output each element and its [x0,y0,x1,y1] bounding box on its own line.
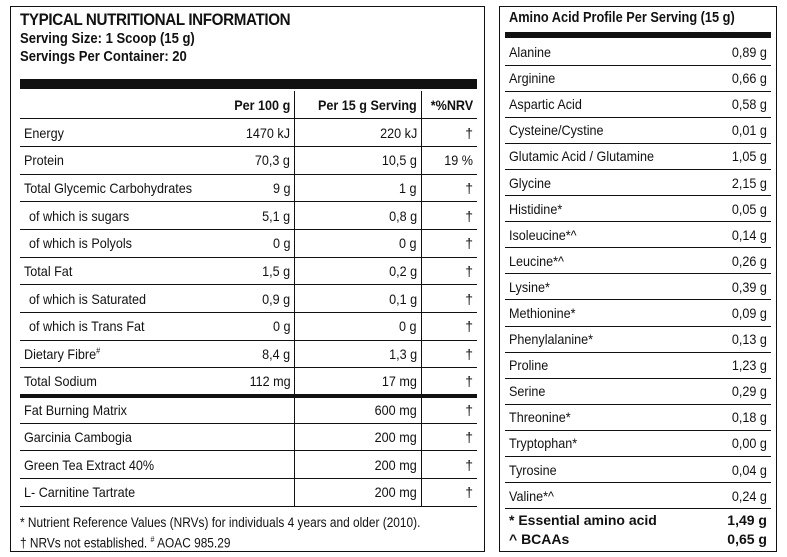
value-nrv: † [421,285,477,313]
amino-acid-name: Threonine* [505,404,713,430]
table-row [20,313,477,341]
column-header-per-serving: Per 15 g Serving [295,91,421,119]
value-per-serving: 200 mg [295,479,421,507]
amino-acid-name: Valine*^ [505,483,713,509]
footnote-marker: # [96,346,101,356]
amino-acid-value: 0,89 g [713,39,771,65]
servings-per-container: Servings Per Container: 20 [20,49,187,65]
table-row [505,65,771,91]
table-row [20,229,477,257]
table-row [505,117,771,143]
amino-acid-value: 0,09 g [713,300,771,326]
table-row [505,352,771,378]
nutrient-name: Energy [20,119,215,147]
table-row [20,174,477,202]
table-row [20,423,477,451]
bcaa-value: 0,65 g [727,531,767,547]
value-per-100g: 0,9 g [215,285,295,313]
amino-acid-value: 0,04 g [713,457,771,483]
table-row [505,326,771,352]
value-nrv: † [421,451,477,479]
amino-acid-value: 1,05 g [713,143,771,169]
table-row [505,378,771,404]
table-row [20,119,477,147]
table-row [505,39,771,65]
amino-acid-name: Glutamic Acid / Glutamine [505,143,713,169]
ingredient-name: Green Tea Extract 40% [20,451,215,479]
nutrient-name: Total Fat [20,257,215,285]
value-per-serving: 0,1 g [295,285,421,313]
value-per-serving: 600 mg [295,396,421,424]
table-row [505,300,771,326]
footnote-nrv: * Nutrient Reference Values (NRVs) for individuals 4 years and older (2010). [20,515,421,530]
nutrient-name: of which is Polyols [20,229,215,257]
amino-header-divider [505,32,771,38]
nutrient-name: of which is Trans Fat [20,313,215,341]
amino-acid-name: Tyrosine [505,457,713,483]
value-nrv: 19 % [421,146,477,174]
essential-value: 1,49 g [727,512,767,528]
amino-acid-name: Alanine [505,39,713,65]
table-row [20,257,477,285]
amino-acid-name: Lysine* [505,274,713,300]
amino-acid-value: 0,13 g [713,326,771,352]
value-nrv: † [421,174,477,202]
value-per-serving: 0 g [295,229,421,257]
nutrient-name: of which is sugars [20,202,215,230]
header-divider [20,79,477,89]
serving-size: Serving Size: 1 Scoop (15 g) [20,31,195,47]
value-per-serving: 200 mg [295,423,421,451]
amino-acid-value: 0,39 g [713,274,771,300]
value-per-serving: 10,5 g [295,146,421,174]
column-header-nrv: *%NRV [421,91,477,119]
amino-acid-name: Proline [505,352,713,378]
amino-acid-name: Isoleucine*^ [505,222,713,248]
amino-acid-value: 0,26 g [713,248,771,274]
amino-acid-value: 0,14 g [713,222,771,248]
amino-acid-value: 0,29 g [713,378,771,404]
column-header-per-100g: Per 100 g [215,91,295,119]
footnotes [20,514,475,552]
table-row [20,285,477,313]
nutrient-name: Protein [20,146,215,174]
amino-acid-name: Leucine*^ [505,248,713,274]
table-row [505,169,771,195]
table-row [505,430,771,456]
amino-acid-name: Glycine [505,169,713,195]
amino-title: Amino Acid Profile Per Serving (15 g) [509,10,735,26]
value-per-100g: 1470 kJ [215,119,295,147]
value-per-serving: 17 mg [295,368,421,396]
footnote-not-established: † NRVs not established. # AOAC 985.29 [20,535,231,551]
table-row [20,202,477,230]
bcaa-label: ^ BCAAs [509,531,570,547]
value-nrv: † [421,396,477,424]
table-row [20,340,477,368]
essential-amino-total [509,512,767,528]
amino-acid-name: Serine [505,378,713,404]
amino-acid-value: 0,05 g [713,196,771,222]
ingredient-name: L- Carnitine Tartrate [20,479,215,507]
value-per-100g: 70,3 g [215,146,295,174]
amino-acid-name: Arginine [505,65,713,91]
table-row [505,404,771,430]
amino-acid-value: 0,58 g [713,91,771,117]
value-per-serving: 0,2 g [295,257,421,285]
table-row [505,274,771,300]
value-per-100g: 0 g [215,229,295,257]
value-nrv: † [421,479,477,507]
table-row [505,143,771,169]
nutrition-table-header [20,91,477,119]
table-row [505,457,771,483]
amino-acid-name: Cysteine/Cystine [505,117,713,143]
value-nrv: † [421,368,477,396]
value-per-serving: 1 g [295,174,421,202]
amino-acid-name: Aspartic Acid [505,91,713,117]
value-nrv: † [421,257,477,285]
value-per-serving: 1,3 g [295,340,421,368]
value-nrv: † [421,340,477,368]
table-row [505,91,771,117]
value-per-100g: 1,5 g [215,257,295,285]
table-row [20,146,477,174]
amino-acid-name: Tryptophan* [505,430,713,456]
amino-acid-value: 0,24 g [713,483,771,509]
amino-acid-name: Histidine* [505,196,713,222]
amino-acid-value: 2,15 g [713,169,771,195]
table-row [505,248,771,274]
amino-acid-panel [499,6,777,552]
value-per-100g: 8,4 g [215,340,295,368]
nutrition-header [11,7,484,66]
ingredient-name: Garcinia Cambogia [20,423,215,451]
amino-table [505,39,771,509]
table-row [20,479,477,507]
value-per-100g [215,451,295,479]
value-nrv: † [421,313,477,341]
amino-acid-value: 0,18 g [713,404,771,430]
nutrient-name: Total Glycemic Carbohydrates [20,174,215,202]
nutrition-table [20,91,477,507]
nutrient-name: of which is Saturated [20,285,215,313]
ingredient-name: Fat Burning Matrix [20,396,215,424]
amino-acid-name: Methionine* [505,300,713,326]
table-row [20,396,477,424]
nutrition-title: TYPICAL NUTRITIONAL INFORMATION [20,11,291,29]
table-row [505,196,771,222]
value-per-100g [215,423,295,451]
amino-acid-value: 0,01 g [713,117,771,143]
value-per-100g: 9 g [215,174,295,202]
nutrient-name: Total Sodium [20,368,215,396]
value-nrv: † [421,119,477,147]
nutrition-panel [10,6,485,552]
table-row [20,451,477,479]
value-nrv: † [421,229,477,257]
column-header-nutrient [20,91,215,119]
value-per-100g: 0 g [215,313,295,341]
value-per-serving: 0 g [295,313,421,341]
value-per-100g [215,479,295,507]
table-row [505,483,771,509]
amino-acid-value: 0,00 g [713,430,771,456]
table-row [20,368,477,396]
value-nrv: † [421,202,477,230]
value-per-serving: 0,8 g [295,202,421,230]
value-nrv: † [421,423,477,451]
value-per-100g: 5,1 g [215,202,295,230]
table-row [505,222,771,248]
essential-label: * Essential amino acid [509,512,657,528]
amino-acid-value: 1,23 g [713,352,771,378]
value-per-100g: 112 mg [215,368,295,396]
value-per-serving: 200 mg [295,451,421,479]
nutrient-name: Dietary Fibre# [20,340,215,368]
value-per-100g [215,396,295,424]
amino-acid-value: 0,66 g [713,65,771,91]
value-per-serving: 220 kJ [295,119,421,147]
bcaa-total [509,531,767,547]
amino-acid-name: Phenylalanine* [505,326,713,352]
